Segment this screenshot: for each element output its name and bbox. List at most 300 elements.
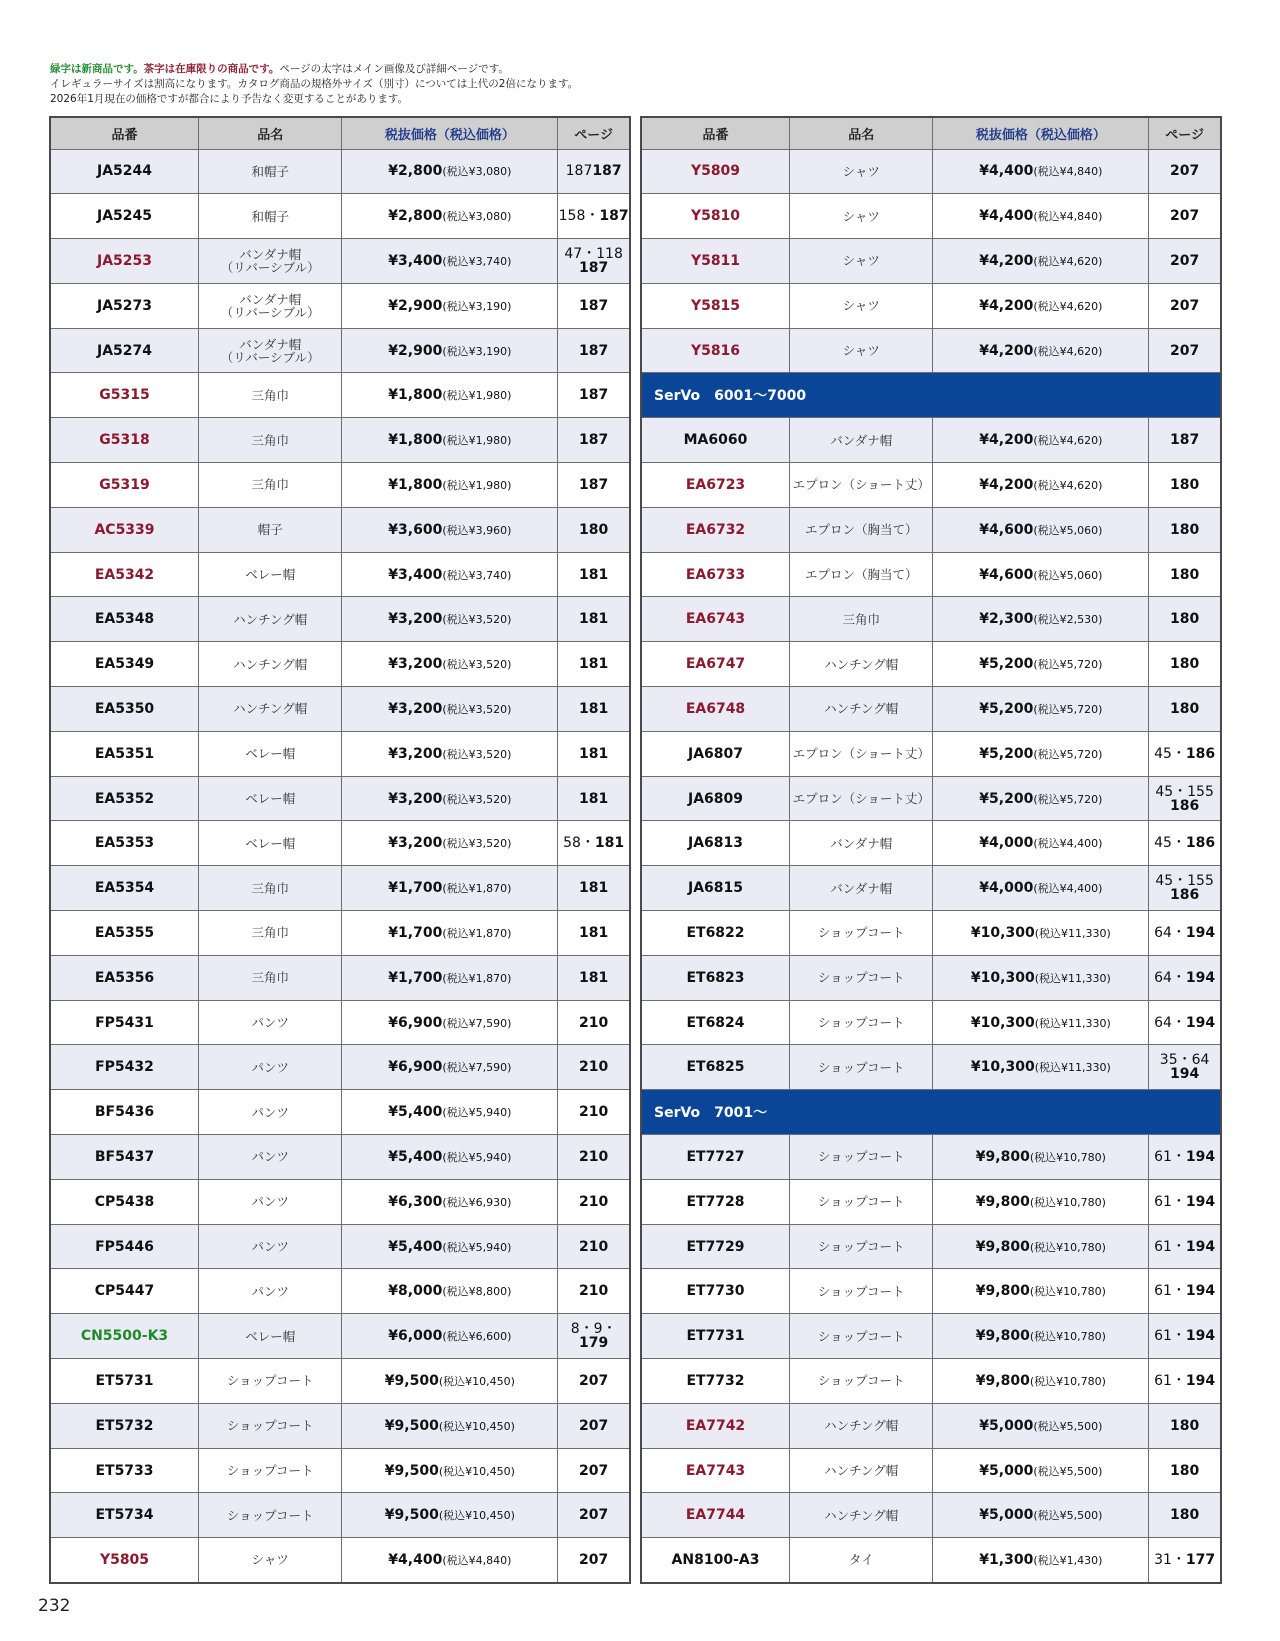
price-including-tax: (税込¥4,400) (1033, 882, 1103, 896)
product-name: ハンチング帽 (790, 1403, 933, 1448)
price-excluding-tax: ¥9,800 (975, 1283, 1030, 1300)
product-name: ショップコート (790, 1135, 933, 1180)
catalog-page-cell (1149, 1135, 1221, 1180)
catalog-page-main: 194 (1185, 1148, 1216, 1165)
price-including-tax: (税込¥10,450) (438, 1419, 515, 1433)
catalog-page-main: 210 (578, 1283, 609, 1300)
table-row (641, 1045, 1221, 1090)
table-row (50, 1359, 630, 1404)
product-code: EA7742 (641, 1403, 790, 1448)
price-excluding-tax: ¥9,500 (384, 1462, 439, 1479)
price-including-tax: (税込¥3,080) (442, 165, 512, 179)
price-excluding-tax: ¥5,200 (979, 656, 1034, 673)
catalog-page-main: 194 (1185, 1193, 1216, 1210)
catalog-page-main: 181 (578, 880, 609, 897)
catalog-page-main: 186 (1185, 835, 1216, 852)
product-name: 和帽子 (199, 194, 342, 239)
product-price-cell (342, 283, 558, 328)
product-code: EA5354 (50, 866, 199, 911)
catalog-page-cell (558, 1000, 630, 1045)
price-including-tax: (税込¥5,060) (1033, 523, 1103, 537)
product-price-cell (342, 194, 558, 239)
catalog-page-main: 207 (1169, 163, 1200, 180)
table-row (50, 373, 630, 418)
catalog-page-main: 207 (578, 1372, 609, 1389)
price-including-tax: (税込¥5,720) (1033, 792, 1103, 806)
product-price-cell (933, 507, 1149, 552)
table-row (641, 821, 1221, 866)
product-price-cell (342, 1538, 558, 1583)
product-code: ET7729 (641, 1224, 790, 1269)
product-code: JA6813 (641, 821, 790, 866)
catalog-page-cell (1149, 1045, 1221, 1090)
product-code: EA5350 (50, 687, 199, 732)
product-code: AC5339 (50, 507, 199, 552)
product-code: EA5356 (50, 955, 199, 1000)
product-code: JA6807 (641, 731, 790, 776)
catalog-page-main: 181 (578, 611, 609, 628)
catalog-page-main: 181 (594, 835, 625, 852)
product-name: パンツ (199, 1045, 342, 1090)
product-code: ET5732 (50, 1403, 199, 1448)
product-price-cell (342, 776, 558, 821)
product-code: Y5816 (641, 328, 790, 373)
product-name: シャツ (790, 149, 933, 194)
product-code: Y5810 (641, 194, 790, 239)
notes-line-3: 2026年1月現在の価格ですが都合により予告なく変更することがあります。 (50, 93, 409, 105)
catalog-page-cell (558, 1448, 630, 1493)
product-code: EA6732 (641, 507, 790, 552)
product-name: バンダナ帽 (790, 821, 933, 866)
catalog-page-cell (558, 955, 630, 1000)
catalog-page-other: 187 (565, 163, 593, 180)
price-including-tax: (税込¥3,080) (442, 210, 512, 224)
catalog-page-cell (558, 911, 630, 956)
price-including-tax: (税込¥5,940) (442, 1150, 512, 1164)
price-including-tax: (税込¥2,530) (1033, 613, 1103, 627)
table-row (50, 149, 630, 194)
price-including-tax: (税込¥11,330) (1034, 926, 1111, 940)
catalog-page-cell (558, 597, 630, 642)
table-row (50, 1179, 630, 1224)
catalog-page-other: 61・ (1154, 1238, 1186, 1255)
price-excluding-tax: ¥2,800 (388, 208, 443, 225)
price-including-tax: (税込¥3,960) (442, 523, 512, 537)
product-code: EA5355 (50, 911, 199, 956)
catalog-page-cell (1149, 1000, 1221, 1045)
table-row (50, 328, 630, 373)
price-excluding-tax: ¥4,200 (979, 476, 1034, 493)
product-name: パンツ (199, 1000, 342, 1045)
product-name: バンダナ帽 (790, 866, 933, 911)
catalog-page-cell (558, 1269, 630, 1314)
catalog-page-cell (1149, 194, 1221, 239)
price-including-tax: (税込¥4,620) (1033, 254, 1103, 268)
product-name: ショップコート (790, 1179, 933, 1224)
product-name: ハンチング帽 (790, 1493, 933, 1538)
catalog-page-cell (1149, 955, 1221, 1000)
price-table-left (49, 116, 631, 1584)
product-price-cell (933, 866, 1149, 911)
product-price-cell (933, 1224, 1149, 1269)
product-price-cell (933, 642, 1149, 687)
catalog-page-cell (558, 821, 630, 866)
price-including-tax: (税込¥10,780) (1029, 1240, 1106, 1254)
section-header-row (641, 373, 1221, 418)
catalog-page-other: 64・ (1154, 969, 1186, 986)
table-row (50, 1090, 630, 1135)
catalog-page-main: 194 (1185, 1238, 1216, 1255)
product-code: FP5446 (50, 1224, 199, 1269)
section-header-label: SerVo 6001～7000 (641, 373, 1221, 418)
table-row (641, 463, 1221, 508)
catalog-page-other: 47・118 (564, 245, 623, 262)
notes-line-1 (50, 62, 578, 77)
table-row (641, 1493, 1221, 1538)
product-name: ショップコート (790, 955, 933, 1000)
product-name: 三角巾 (199, 373, 342, 418)
table-row (641, 911, 1221, 956)
price-excluding-tax: ¥10,300 (970, 969, 1035, 986)
table-row (641, 1538, 1221, 1583)
product-name: バンダナ帽 （リバーシブル） (199, 283, 342, 328)
note-stock-limited: 茶字は在庫限りの商品です。 (143, 63, 280, 75)
product-price-cell (933, 552, 1149, 597)
price-including-tax: (税込¥1,870) (442, 971, 512, 985)
product-code: JA5245 (50, 194, 199, 239)
product-code: EA7743 (641, 1448, 790, 1493)
table-row (50, 731, 630, 776)
product-code: JA6809 (641, 776, 790, 821)
price-excluding-tax: ¥6,000 (388, 1328, 443, 1345)
product-name: 三角巾 (199, 463, 342, 508)
product-price-cell (342, 1179, 558, 1224)
catalog-page-main: 187 (578, 476, 609, 493)
catalog-page-cell (558, 731, 630, 776)
price-excluding-tax: ¥2,900 (388, 297, 443, 314)
product-name: エプロン（胸当て） (790, 552, 933, 597)
price-including-tax: (税込¥3,190) (442, 344, 512, 358)
product-code: CP5438 (50, 1179, 199, 1224)
price-including-tax: (税込¥4,620) (1033, 434, 1103, 448)
product-price-cell (342, 328, 558, 373)
product-name: ベレー帽 (199, 552, 342, 597)
price-including-tax: (税込¥1,980) (442, 389, 512, 403)
table-row (50, 418, 630, 463)
product-price-cell (342, 373, 558, 418)
product-code: MA6060 (641, 418, 790, 463)
note-bold-pages: ページの太字はメイン画像及び詳細ページです。 (279, 63, 509, 75)
price-including-tax: (税込¥11,330) (1034, 1061, 1111, 1075)
price-including-tax: (税込¥5,720) (1033, 702, 1103, 716)
product-price-cell (342, 866, 558, 911)
price-excluding-tax: ¥6,300 (388, 1193, 443, 1210)
product-code: BF5436 (50, 1090, 199, 1135)
product-code: ET5733 (50, 1448, 199, 1493)
price-excluding-tax: ¥4,200 (979, 342, 1034, 359)
catalog-page-cell (558, 507, 630, 552)
product-price-cell (342, 731, 558, 776)
catalog-page-main: 194 (1185, 924, 1216, 941)
catalog-page-cell (558, 418, 630, 463)
price-including-tax: (税込¥3,520) (442, 702, 512, 716)
catalog-page-other: 45・ (1154, 835, 1186, 852)
product-price-cell (342, 552, 558, 597)
catalog-page-cell (558, 373, 630, 418)
catalog-page-main: 180 (1169, 1507, 1200, 1524)
price-excluding-tax: ¥2,900 (388, 342, 443, 359)
table-row (50, 1224, 630, 1269)
catalog-page-main: 194 (1169, 1066, 1200, 1083)
product-code: ET7727 (641, 1135, 790, 1180)
table-row (641, 507, 1221, 552)
column-header-price: 税抜価格（税込価格） (933, 117, 1149, 149)
table-row (641, 955, 1221, 1000)
table-row (50, 1448, 630, 1493)
price-excluding-tax: ¥3,200 (388, 790, 443, 807)
product-name: 和帽子 (199, 149, 342, 194)
catalog-page-cell (1149, 597, 1221, 642)
product-name: ハンチング帽 (790, 642, 933, 687)
catalog-page-main: 187 (599, 208, 629, 225)
catalog-page-main: 186 (1185, 745, 1216, 762)
table-row (50, 1403, 630, 1448)
catalog-page-main: 210 (578, 1059, 609, 1076)
product-name: ハンチング帽 (790, 687, 933, 732)
product-code: ET6823 (641, 955, 790, 1000)
catalog-page-cell (558, 194, 630, 239)
product-code: CN5500-K3 (50, 1314, 199, 1359)
product-price-cell (933, 911, 1149, 956)
product-code: ET5734 (50, 1493, 199, 1538)
product-name: ショップコート (790, 1269, 933, 1314)
table-row (641, 1403, 1221, 1448)
catalog-page-cell (558, 1045, 630, 1090)
price-excluding-tax: ¥1,800 (388, 432, 443, 449)
product-name: ベレー帽 (199, 731, 342, 776)
price-including-tax: (税込¥3,520) (442, 837, 512, 851)
catalog-page-cell (1149, 642, 1221, 687)
product-price-cell (342, 1135, 558, 1180)
catalog-page-cell (558, 1224, 630, 1269)
price-excluding-tax: ¥1,300 (979, 1551, 1034, 1568)
product-name: バンダナ帽 (790, 418, 933, 463)
catalog-page-cell (1149, 1403, 1221, 1448)
column-header-page: ページ (1149, 117, 1221, 149)
column-header-price: 税抜価格（税込価格） (342, 117, 558, 149)
product-name: シャツ (790, 239, 933, 284)
price-including-tax: (税込¥5,060) (1033, 568, 1103, 582)
price-excluding-tax: ¥3,200 (388, 745, 443, 762)
catalog-page-cell (558, 328, 630, 373)
product-price-cell (933, 1269, 1149, 1314)
price-including-tax: (税込¥6,930) (442, 1195, 512, 1209)
price-excluding-tax: ¥3,200 (388, 835, 443, 852)
product-name: ベレー帽 (199, 821, 342, 866)
price-excluding-tax: ¥1,700 (388, 924, 443, 941)
product-price-cell (342, 1493, 558, 1538)
catalog-page-other: 158・ (558, 208, 600, 225)
table-row (641, 239, 1221, 284)
table-row (641, 328, 1221, 373)
catalog-page-main: 180 (1169, 656, 1200, 673)
product-code: EA6723 (641, 463, 790, 508)
product-code: EA6747 (641, 642, 790, 687)
price-including-tax: (税込¥3,740) (442, 568, 512, 582)
table-row (50, 194, 630, 239)
product-code: EA5342 (50, 552, 199, 597)
price-excluding-tax: ¥1,700 (388, 880, 443, 897)
catalog-page-main: 181 (578, 745, 609, 762)
product-price-cell (933, 1493, 1149, 1538)
catalog-page-main: 187 (578, 342, 609, 359)
catalog-notes (50, 62, 578, 107)
product-price-cell (933, 239, 1149, 284)
table-row (50, 1538, 630, 1583)
catalog-page-other: 45・155 (1155, 873, 1214, 890)
price-excluding-tax: ¥6,900 (388, 1059, 443, 1076)
product-price-cell (342, 911, 558, 956)
price-excluding-tax: ¥4,600 (979, 521, 1034, 538)
table-row (641, 597, 1221, 642)
product-name: 三角巾 (199, 911, 342, 956)
table-header-row (50, 117, 630, 149)
column-header-code: 品番 (50, 117, 199, 149)
product-name: シャツ (199, 1538, 342, 1583)
catalog-page-main: 187 (592, 163, 622, 180)
catalog-page-main: 186 (1169, 887, 1200, 904)
catalog-page-cell (558, 687, 630, 732)
catalog-page-cell (1149, 507, 1221, 552)
catalog-page-cell (1149, 1538, 1221, 1583)
table-row (641, 642, 1221, 687)
catalog-page-cell (558, 1403, 630, 1448)
product-name: 三角巾 (790, 597, 933, 642)
price-including-tax: (税込¥1,870) (442, 882, 512, 896)
catalog-page-main: 180 (1169, 521, 1200, 538)
product-price-cell (933, 1000, 1149, 1045)
price-excluding-tax: ¥4,000 (979, 880, 1034, 897)
catalog-page-main: 207 (578, 1417, 609, 1434)
catalog-page-main: 180 (1169, 700, 1200, 717)
price-excluding-tax: ¥3,400 (388, 566, 443, 583)
price-excluding-tax: ¥4,200 (979, 252, 1034, 269)
price-including-tax: (税込¥7,590) (442, 1061, 512, 1075)
product-price-cell (342, 239, 558, 284)
product-code: JA5244 (50, 149, 199, 194)
price-excluding-tax: ¥2,300 (979, 611, 1034, 628)
product-code: JA5253 (50, 239, 199, 284)
column-header-page: ページ (558, 117, 630, 149)
price-including-tax: (税込¥4,840) (1033, 165, 1103, 179)
product-name: ショップコート (790, 1314, 933, 1359)
table-row (50, 552, 630, 597)
price-excluding-tax: ¥6,900 (388, 1014, 443, 1031)
product-price-cell (342, 1090, 558, 1135)
catalog-page-main: 180 (1169, 1417, 1200, 1434)
catalog-page-other: 35・64 (1159, 1052, 1210, 1069)
price-including-tax: (税込¥6,600) (442, 1330, 512, 1344)
catalog-page-cell (1149, 821, 1221, 866)
product-name: バンダナ帽 （リバーシブル） (199, 328, 342, 373)
price-excluding-tax: ¥9,800 (975, 1193, 1030, 1210)
price-excluding-tax: ¥3,200 (388, 611, 443, 628)
catalog-page-cell (558, 149, 630, 194)
product-price-cell (933, 687, 1149, 732)
product-code: EA6748 (641, 687, 790, 732)
section-header-label: SerVo 7001～ (641, 1090, 1221, 1135)
product-price-cell (933, 1314, 1149, 1359)
column-header-code: 品番 (641, 117, 790, 149)
price-excluding-tax: ¥4,600 (979, 566, 1034, 583)
product-code: G5318 (50, 418, 199, 463)
price-excluding-tax: ¥5,200 (979, 700, 1034, 717)
catalog-page-other: 31・ (1154, 1551, 1186, 1568)
product-code: EA5353 (50, 821, 199, 866)
product-name: ハンチング帽 (790, 1448, 933, 1493)
price-including-tax: (税込¥5,720) (1033, 658, 1103, 672)
catalog-page-cell (1149, 687, 1221, 732)
product-code: Y5809 (641, 149, 790, 194)
price-excluding-tax: ¥5,200 (979, 745, 1034, 762)
table-row (50, 642, 630, 687)
product-name: ショップコート (199, 1403, 342, 1448)
price-excluding-tax: ¥2,800 (388, 163, 443, 180)
product-code: Y5815 (641, 283, 790, 328)
catalog-page-main: 194 (1185, 1372, 1216, 1389)
product-name: ベレー帽 (199, 776, 342, 821)
price-including-tax: (税込¥5,720) (1033, 747, 1103, 761)
catalog-page-cell (558, 776, 630, 821)
table-row (50, 911, 630, 956)
catalog-page-main: 179 (578, 1335, 609, 1352)
price-including-tax: (税込¥3,190) (442, 299, 512, 313)
catalog-page-cell (558, 552, 630, 597)
table-row (641, 418, 1221, 463)
price-including-tax: (税込¥5,940) (442, 1240, 512, 1254)
price-including-tax: (税込¥4,400) (1033, 837, 1103, 851)
product-code: ET7732 (641, 1359, 790, 1404)
table-row (641, 731, 1221, 776)
product-price-cell (933, 1403, 1149, 1448)
catalog-page-cell (558, 1179, 630, 1224)
table-row (641, 1135, 1221, 1180)
price-including-tax: (税込¥3,520) (442, 792, 512, 806)
catalog-page-cell (1149, 866, 1221, 911)
catalog-page-main: 181 (578, 656, 609, 673)
product-price-cell (933, 821, 1149, 866)
catalog-page-cell (1149, 149, 1221, 194)
price-excluding-tax: ¥5,400 (388, 1238, 443, 1255)
price-including-tax: (税込¥10,780) (1029, 1285, 1106, 1299)
product-price-cell (933, 418, 1149, 463)
catalog-page-other: 45・155 (1155, 783, 1214, 800)
product-code: EA5351 (50, 731, 199, 776)
product-name: バンダナ帽 （リバーシブル） (199, 239, 342, 284)
product-price-cell (342, 821, 558, 866)
table-row (50, 463, 630, 508)
catalog-page-main: 194 (1185, 1014, 1216, 1031)
price-excluding-tax: ¥5,200 (979, 790, 1034, 807)
product-name: ハンチング帽 (199, 642, 342, 687)
price-excluding-tax: ¥9,800 (975, 1238, 1030, 1255)
price-excluding-tax: ¥5,000 (979, 1417, 1034, 1434)
catalog-page-main: 207 (1169, 208, 1200, 225)
product-price-cell (933, 1448, 1149, 1493)
product-price-cell (933, 1359, 1149, 1404)
catalog-page-other: 64・ (1154, 1014, 1186, 1031)
product-code: ET6824 (641, 1000, 790, 1045)
